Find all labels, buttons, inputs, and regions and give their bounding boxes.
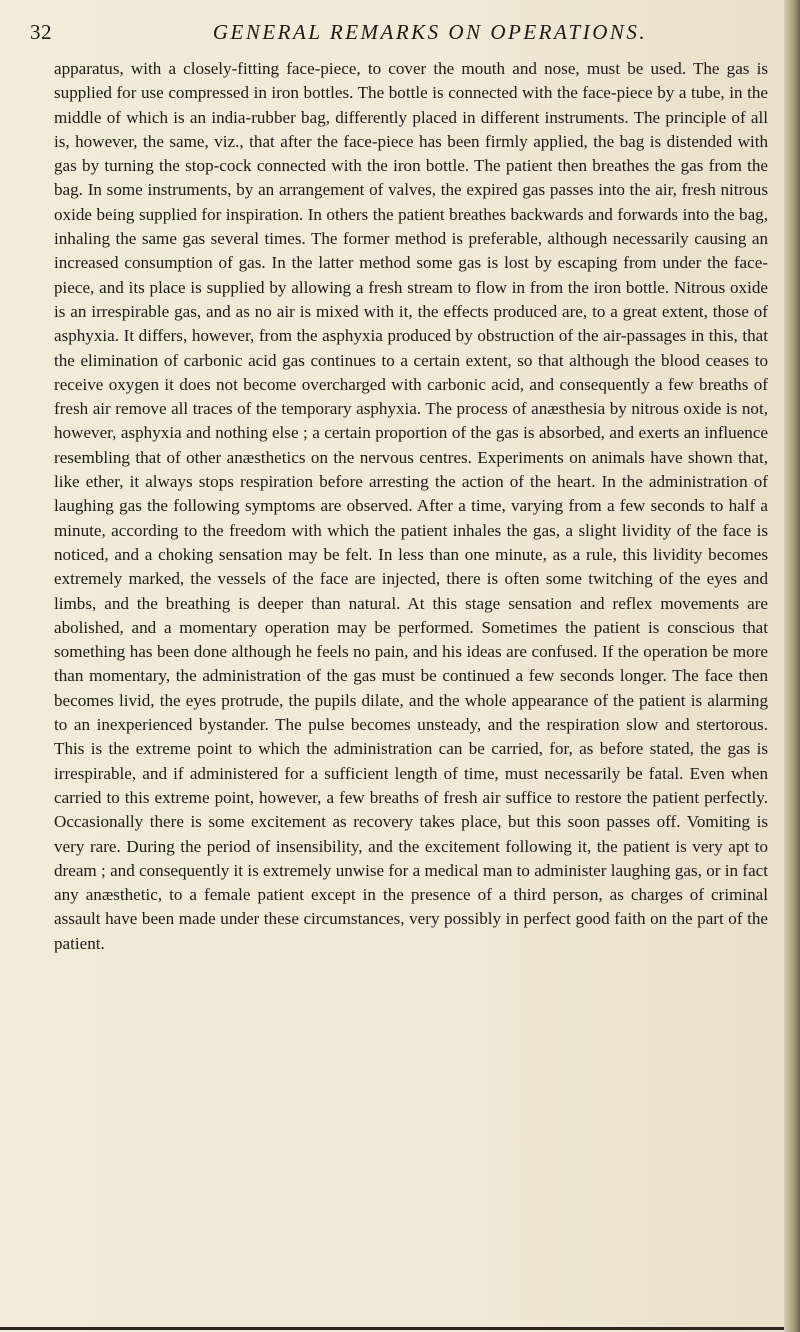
body-paragraph: apparatus, with a closely-fitting face-piece, to cover the mouth and nose, must be used. The gas is supplied for use compressed in iron bottles. The bottle is connected with the face-piece by a tube, in the middle of which is an india-rubber bag, differently placed in different instruments. The principle of all is, however, the same, viz., that after the face-piece has been firmly applied, the bag is distended with gas by turning the stop-cock connected with the iron bottle. The patient then breathes the gas from the bag. In some instruments, by an arrangement of valves, the expired gas passes into the air, fresh nitrous oxide being supplied for inspiration. In others the patient breathes backwards and forwards into the bag, inhaling the same gas several times. The former method is preferable, although necessarily causing an increased consumption of gas. In the latter method some gas is lost by escaping from under the face-piece, and its place is supplied by allowing a fresh stream to flow in from the iron bottle. Nitrous oxide is an irrespirable gas, and as no air is mixed with it, the effects produced are, to a great extent, those of asphyxia. It differs, however, from the asphyxia produced by obstruction of the air-passages in this, that the elimination of carbonic acid gas continues to a certain extent, so that although the blood ceases to receive oxygen it does not become overcharged with carbonic acid, and consequently a few breaths of fresh air remove all traces of the temporary asphyxia. The process of anæsthesia by nitrous oxide is not, however, asphyxia and nothing else ; a certain proportion of the gas is absorbed, and exerts an influence resembling that of other anæsthetics on the nervous centres. Experiments on animals have shown that, like ether, it always stops respiration before arresting the action of the heart. In the administration of laughing gas the following symptoms are observed. After a time, varying from a few seconds to half a minute, according to the freedom with which the patient inhales the gas, a slight lividity of the face is noticed, and a choking sensation may be felt. In less than one minute, as a rule, this lividity becomes extremely marked, the vessels of the face are injected, there is often some twitching of the eyes and limbs, and the breathing is deeper than natural. At this stage sensation and reflex movements are abolished, and a momentary operation may be performed. Sometimes the patient is conscious that something has been done although he feels no pain, and his ideas are confused. If the operation be more than momentary, the administration of the gas must be continued a few seconds longer. The face then becomes livid, the eyes protrude, the pupils dilate, and the whole appearance of the patient is alarming to an inexperienced bystander. The pulse becomes unsteady, and the respiration slow and stertorous. This is the extreme point to which the administration can be carried, for, as before stated, the gas is irrespirable, and if administered for a sufficient length of time, must necessarily be fatal. Even when carried to this extreme point, however, a few breaths of fresh air suffice to restore the patient perfectly. Occasionally there is some excitement as recovery takes place, but this soon passes off. Vomiting is very rare. During the period of insensibility, and the excitement following it, the patient is very apt to dream ; and consequently it is extremely unwise for a medical man to administer laughing gas, or in fact any anæsthetic, to a female patient except in the presence of a third person, as charges of criminal assault have been made under these circumstances, very possibly in perfect good faith on the part of the patient. [54,59,768,953]
bottom-rule [0,1327,784,1330]
page-header [30,20,770,50]
running-head: GENERAL REMARKS ON OPERATIONS. [212,20,648,44]
page-edge-shadow [784,0,800,1332]
page-number: 32 [30,20,52,44]
